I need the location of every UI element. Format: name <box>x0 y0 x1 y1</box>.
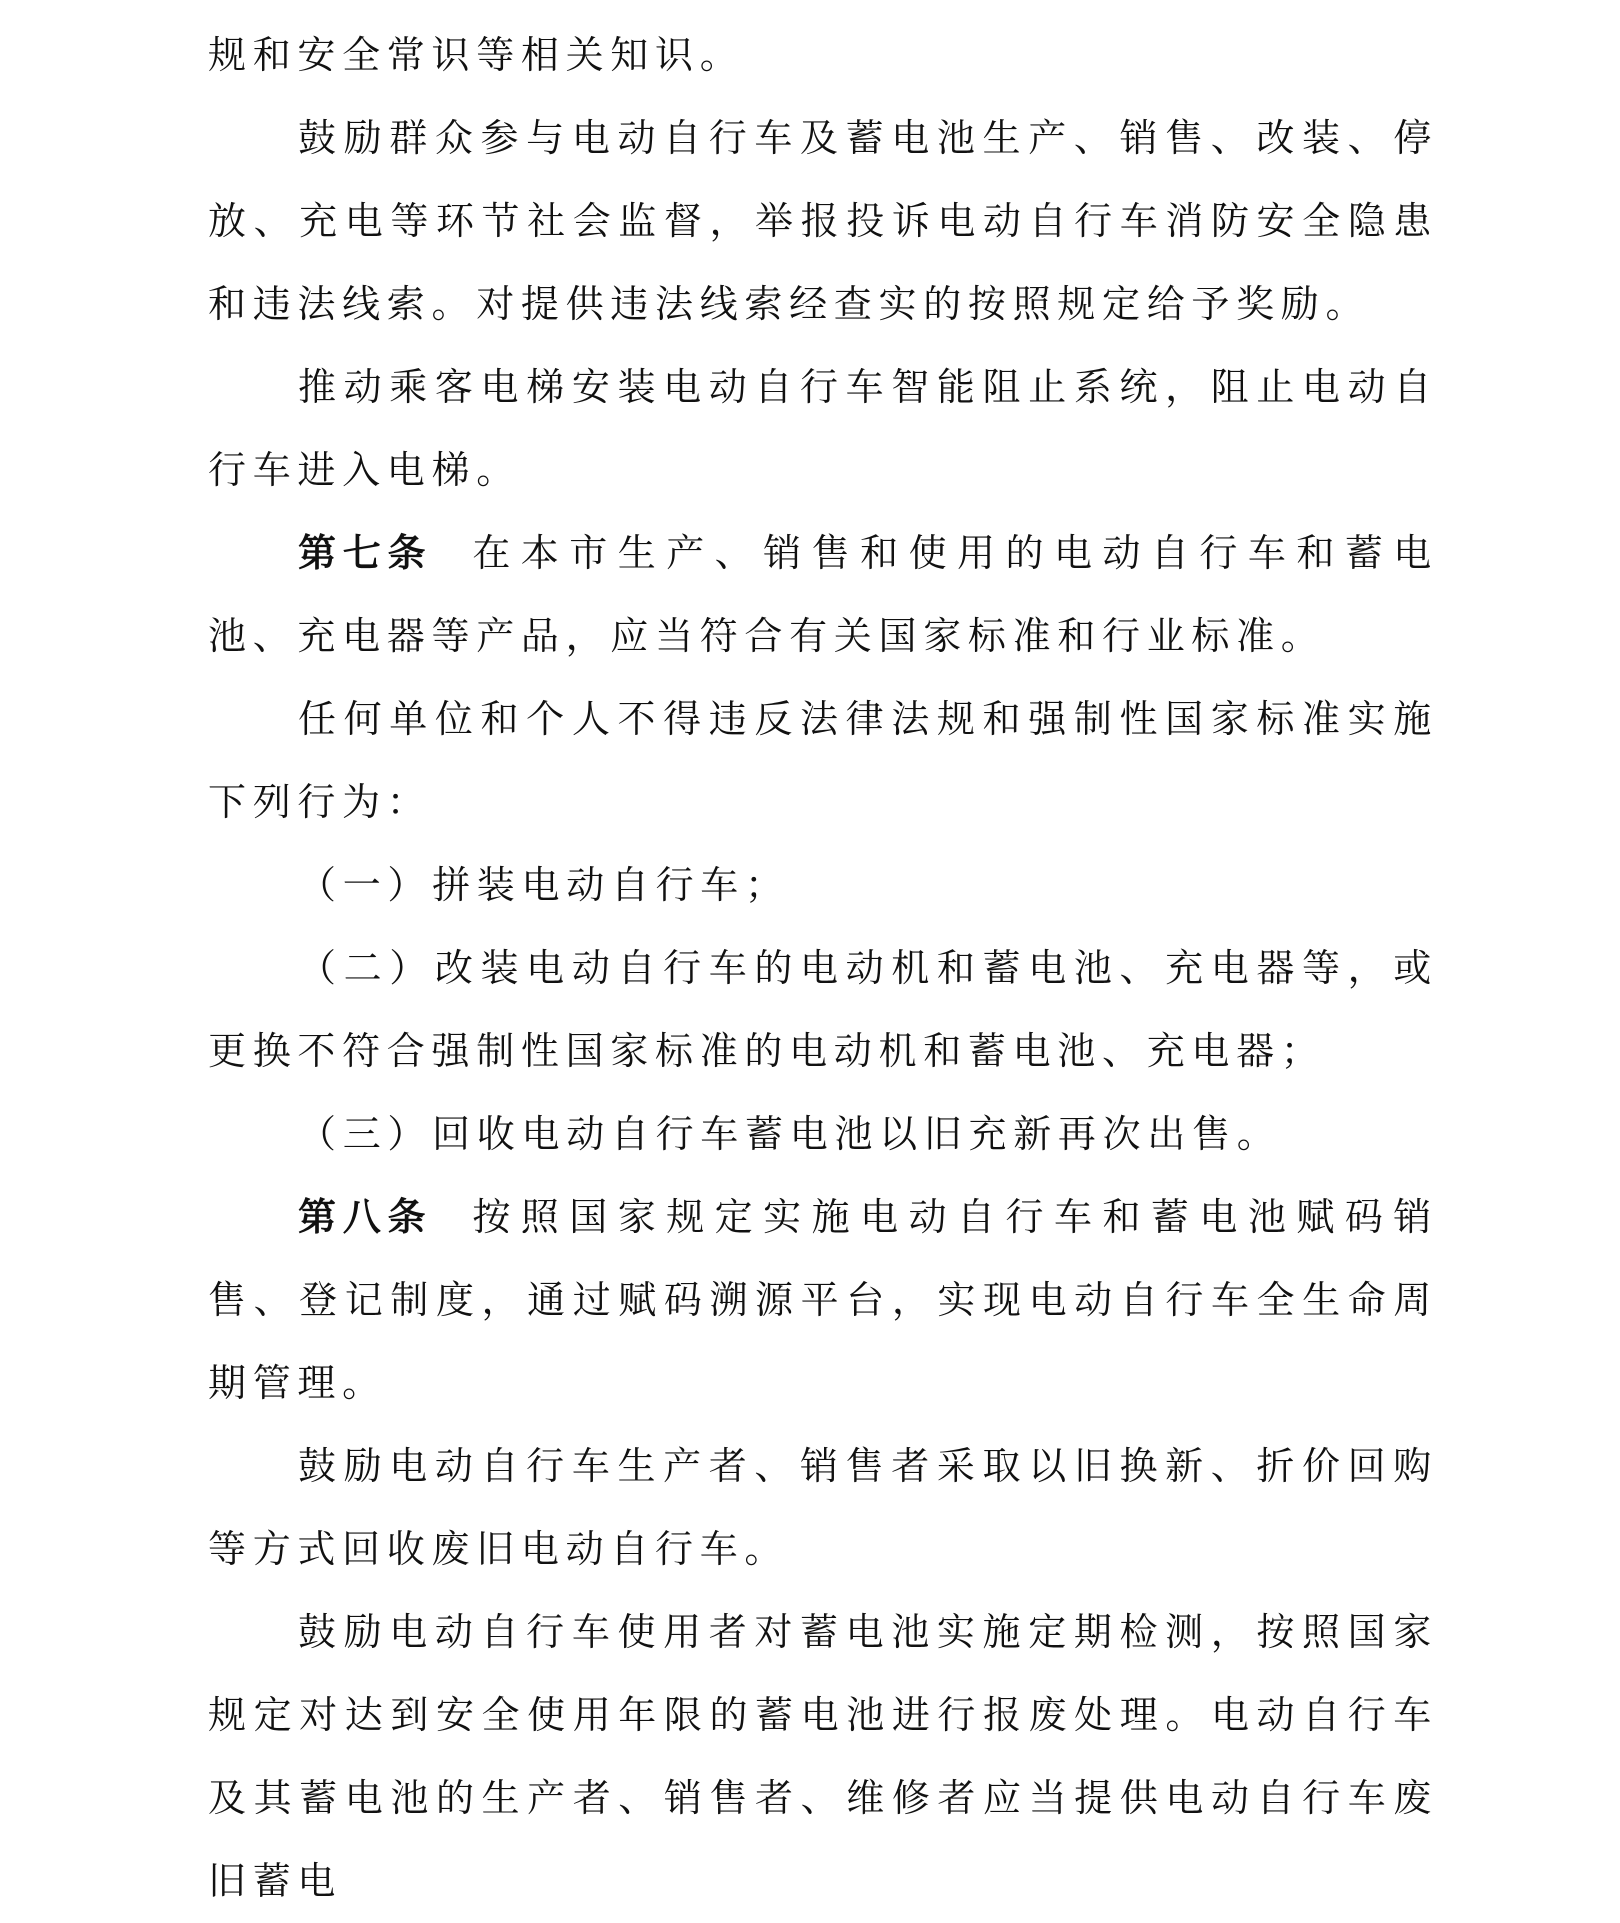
list-item-text: （二）改装电动自行车的电动机和蓄电池、充电器等，或更换不符合强制性国家标准的电动机和蓄电池、充电器； <box>208 946 1438 1073</box>
paragraph <box>208 1591 1438 1923</box>
list-item-text: （一）拼装电动自行车； <box>298 863 790 907</box>
paragraph <box>208 346 1438 512</box>
paragraph-text: 在本市生产、销售和使用的电动自行车和蓄电池、充电器等产品，应当符合有关国家标准和行业标准。 <box>208 531 1438 658</box>
list-item <box>208 1093 1438 1176</box>
paragraph-text: 任何单位和个人不得违反法律法规和强制性国家标准实施下列行为： <box>208 697 1438 824</box>
list-item <box>208 844 1438 927</box>
paragraph-text: 按照国家规定实施电动自行车和蓄电池赋码销售、登记制度，通过赋码溯源平台，实现电动自行车全生命周期管理。 <box>208 1195 1438 1405</box>
paragraph-text: 规和安全常识等相关知识。 <box>208 33 745 77</box>
article-paragraph <box>208 1176 1438 1425</box>
list-item-text: （三）回收电动自行车蓄电池以旧充新再次出售。 <box>298 1112 1282 1156</box>
paragraph <box>208 97 1438 346</box>
paragraph <box>208 1425 1438 1591</box>
paragraph-text: 鼓励电动自行车使用者对蓄电池实施定期检测，按照国家规定对达到安全使用年限的蓄电池进行报废处理。电动自行车及其蓄电池的生产者、销售者、维修者应当提供电动自行车废旧蓄电 <box>208 1610 1438 1903</box>
list-item <box>208 927 1438 1093</box>
article-number: 第八条 <box>298 1195 433 1239</box>
paragraph <box>208 678 1438 844</box>
paragraph <box>208 14 1438 97</box>
article-number: 第七条 <box>298 531 433 575</box>
article-paragraph <box>208 512 1438 678</box>
document-page <box>208 14 1438 1923</box>
paragraph-text: 鼓励群众参与电动自行车及蓄电池生产、销售、改装、停放、充电等环节社会监督，举报投诉电动自行车消防安全隐患和违法线索。对提供违法线索经查实的按照规定给予奖励。 <box>208 116 1438 326</box>
paragraph-text: 鼓励电动自行车生产者、销售者采取以旧换新、折价回购等方式回收废旧电动自行车。 <box>208 1444 1438 1571</box>
paragraph-text: 推动乘客电梯安装电动自行车智能阻止系统，阻止电动自行车进入电梯。 <box>208 365 1438 492</box>
